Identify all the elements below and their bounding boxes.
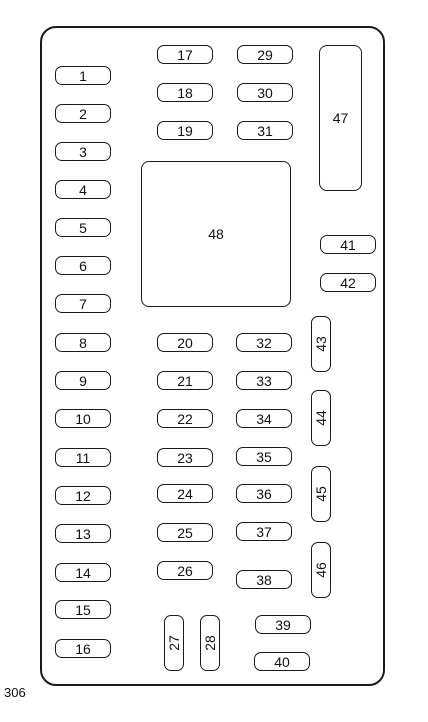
fuse-11-label: 11 — [75, 449, 91, 466]
fuse-43 — [311, 316, 331, 372]
fuse-22-label: 22 — [177, 410, 193, 427]
figure-code: 306 — [4, 685, 26, 700]
fuse-31-label: 31 — [257, 122, 273, 139]
fuse-15-label: 15 — [75, 601, 91, 618]
fuse-32 — [236, 333, 292, 352]
fuse-18-label: 18 — [177, 84, 193, 101]
fuse-31 — [237, 121, 293, 140]
fuse-2 — [55, 104, 111, 123]
fuse-17-label: 17 — [177, 46, 193, 63]
fuse-6-label: 6 — [79, 257, 87, 274]
fuse-16 — [55, 639, 111, 658]
relay-47 — [319, 45, 362, 191]
fuse-10-label: 10 — [75, 410, 91, 427]
fuse-39-label: 39 — [275, 616, 291, 633]
fuse-7 — [55, 294, 111, 313]
fuse-22 — [157, 409, 213, 428]
fuse-41 — [320, 235, 376, 254]
fuse-12 — [55, 486, 111, 505]
relay-48-label: 48 — [208, 226, 224, 242]
fuse-3 — [55, 142, 111, 161]
fuse-19 — [157, 121, 213, 140]
fuse-8-label: 8 — [79, 334, 87, 351]
fuse-35 — [236, 447, 292, 466]
fuse-12-label: 12 — [75, 487, 91, 504]
fuse-10 — [55, 409, 111, 428]
fuse-21-label: 21 — [177, 372, 193, 389]
fuse-46 — [311, 542, 331, 598]
fuse-18 — [157, 83, 213, 102]
fuse-4-label: 4 — [79, 181, 87, 198]
fuse-30 — [237, 83, 293, 102]
fuse-32-label: 32 — [256, 334, 272, 351]
fuse-33-label: 33 — [256, 372, 272, 389]
fuse-2-label: 2 — [79, 105, 87, 122]
fuse-11 — [55, 448, 111, 467]
fuse-20-label: 20 — [177, 334, 193, 351]
fuse-20 — [157, 333, 213, 352]
fuse-28 — [200, 615, 220, 671]
fuse-40-label: 40 — [274, 653, 290, 670]
fuse-26 — [157, 561, 213, 580]
fuse-16-label: 16 — [75, 640, 91, 657]
fuse-38 — [236, 570, 292, 589]
fuse-26-label: 26 — [177, 562, 193, 579]
fuse-37 — [236, 522, 292, 541]
fuse-5-label: 5 — [79, 219, 87, 236]
fuse-34 — [236, 409, 292, 428]
fuse-6 — [55, 256, 111, 275]
fuse-44 — [311, 390, 331, 446]
fuse-36 — [236, 484, 292, 503]
fuse-15 — [55, 600, 111, 619]
fuse-43-label: 43 — [312, 336, 329, 352]
fuse-42-label: 42 — [340, 274, 356, 291]
fuse-23 — [157, 448, 213, 467]
fuse-29-label: 29 — [257, 46, 273, 63]
fuse-33 — [236, 371, 292, 390]
fuse-37-label: 37 — [256, 523, 272, 540]
fuse-8 — [55, 333, 111, 352]
relay-47-label: 47 — [332, 110, 349, 126]
fuse-9-label: 9 — [79, 372, 87, 389]
fuse-24-label: 24 — [177, 485, 193, 502]
fuse-27-label: 27 — [165, 635, 182, 651]
fuse-28-label: 28 — [201, 635, 218, 651]
fuse-13 — [55, 524, 111, 543]
fuse-45-label: 45 — [312, 486, 329, 502]
fuse-34-label: 34 — [256, 410, 272, 427]
fuse-13-label: 13 — [75, 525, 91, 542]
fuse-21 — [157, 371, 213, 390]
fuse-14-label: 14 — [75, 564, 91, 581]
fuse-30-label: 30 — [257, 84, 273, 101]
fuse-42 — [320, 273, 376, 292]
fuse-23-label: 23 — [177, 449, 193, 466]
fuse-44-label: 44 — [312, 410, 329, 426]
fuse-38-label: 38 — [256, 571, 272, 588]
fuse-3-label: 3 — [79, 143, 87, 160]
fuse-9 — [55, 371, 111, 390]
fuse-29 — [237, 45, 293, 64]
fuse-1 — [55, 66, 111, 85]
relay-48 — [141, 161, 291, 307]
fuse-35-label: 35 — [256, 448, 272, 465]
fuse-27 — [164, 615, 184, 671]
fuse-40 — [254, 652, 310, 671]
fuse-41-label: 41 — [340, 236, 356, 253]
fuse-19-label: 19 — [177, 122, 193, 139]
fuse-17 — [157, 45, 213, 64]
fuse-7-label: 7 — [79, 295, 87, 312]
fuse-45 — [311, 466, 331, 522]
fuse-46-label: 46 — [312, 562, 329, 578]
fuse-1-label: 1 — [79, 67, 87, 84]
fuse-14 — [55, 563, 111, 582]
fuse-4 — [55, 180, 111, 199]
fuse-25 — [157, 523, 213, 542]
fuse-39 — [255, 615, 311, 634]
fuse-5 — [55, 218, 111, 237]
fuse-25-label: 25 — [177, 524, 193, 541]
fuse-36-label: 36 — [256, 485, 272, 502]
fuse-24 — [157, 484, 213, 503]
